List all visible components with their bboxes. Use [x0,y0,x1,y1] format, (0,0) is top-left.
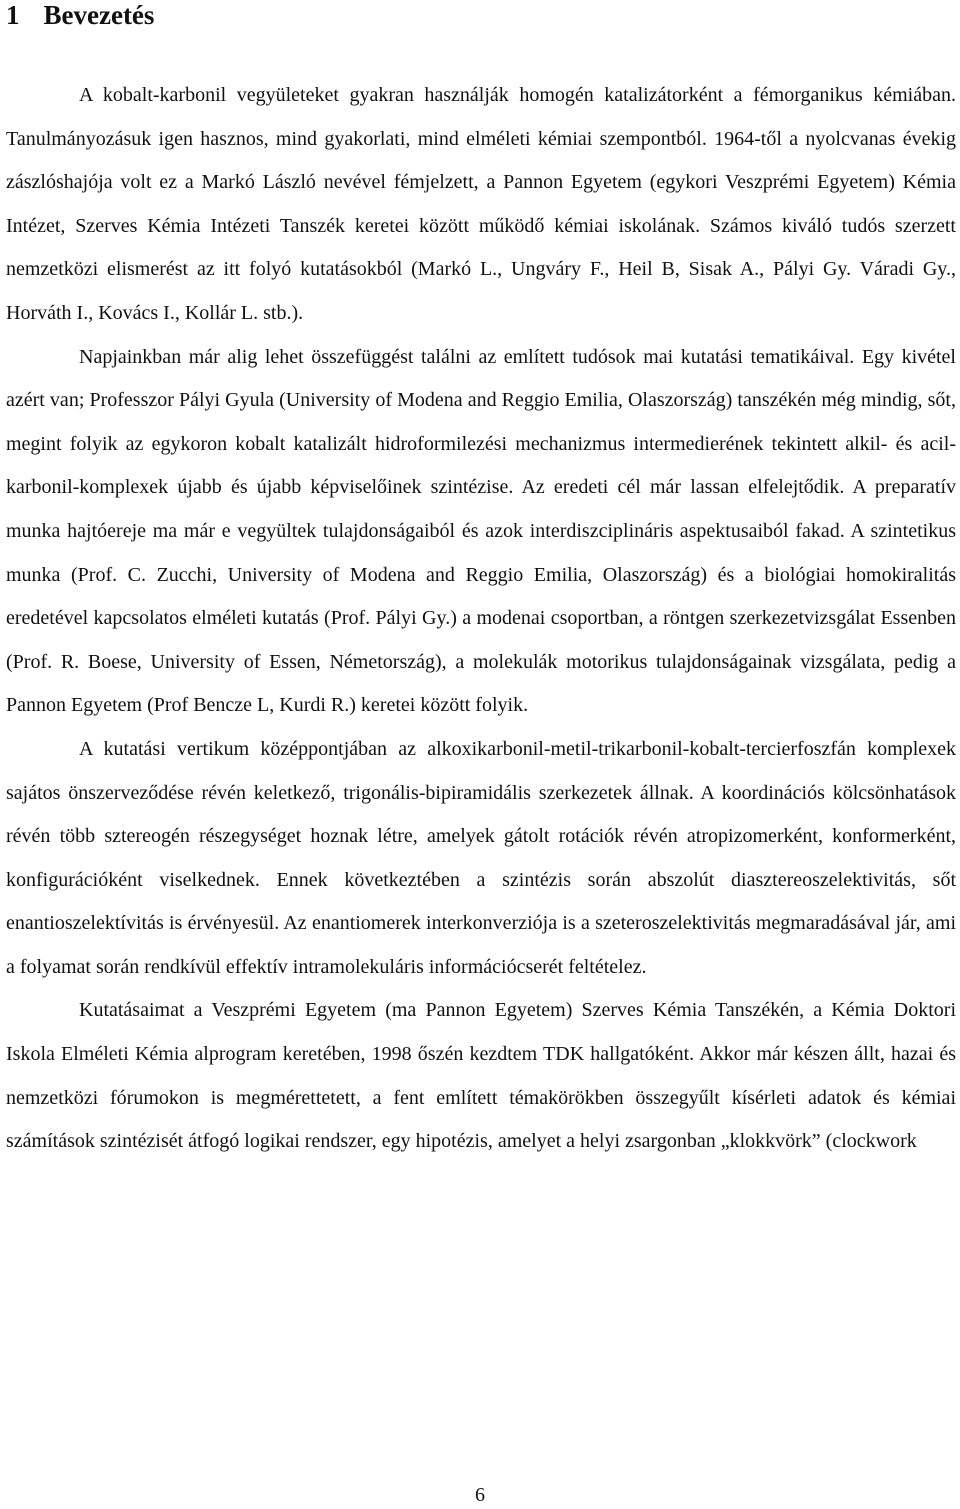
page-number: 6 [475,1484,485,1506]
chapter-heading [6,0,956,34]
paragraph-2: Napjainkban már alig lehet összefüggést találni az említett tudósok mai kutatási tematikáival. Egy kivétel azért van; Professzor Pályi Gyula (University of Modena and Reggio Emilia, Olaszország) tanszékén még mindig, sőt, megint folyik az egykoron kobalt katalizált hidroformilezési mechanizmus intermedierének tekintett alkil- és acil-karbonil-komplexek újabb és újabb képviselőinek szintézise. Az eredeti cél már lassan elfelejtődik. A preparatív munka hajtóereje ma már e vegyültek tulajdonságaiból és azok interdiszciplináris aspektusaiból fakad. A szintetikus munka (Prof. C. Zucchi, University of Modena and Reggio Emilia, Olaszország) és a biológiai homokiralitás eredetével kapcsolatos elméleti kutatás (Prof. Pályi Gy.) a modenai csoportban, a röntgen szerkezetvizsgálat Essenben (Prof. R. Boese, University of Essen, Németország), a molekulák motorikus tulajdonságainak vizsgálata, pedig a Pannon Egyetem (Prof Bencze L, Kurdi R.) keretei között folyik. [6,345,956,717]
paragraph-4: Kutatásaimat a Veszprémi Egyetem (ma Pannon Egyetem) Szerves Kémia Tanszékén, a Kémia Doktori Iskola Elméleti Kémia alprogram keretében, 1998 őszén kezdtem TDK hallgatóként. Akkor már készen állt, hazai és nemzetközi fórumokon is megmérettetett, a fent említett témakörökben összegyűlt kísérleti adatok és kémiai számítások szintézisét átfogó logikai rendszer, egy hipotézis, amelyet a helyi zsargonban „klokkvörk” (clockwork [6,999,956,1153]
chapter-number: 1 [6,0,20,30]
paragraph-1: A kobalt-karbonil vegyületeket gyakran használják homogén katalizátorként a fémorganikus kémiában. Tanulmányozásuk igen hasznos, mind gyakorlati, mind elméleti kémiai szempontból. 1964-től a nyolcvanas évekig zászlóshajója volt ez a Markó László nevével fémjelzett, a Pannon Egyetem (egykori Veszprémi Egyetem) Kémia Intézet, Szerves Kémia Intézeti Tanszék keretei között működő kémiai iskolának. Számos kiváló tudós szerzett nemzetközi elismerést az itt folyó kutatásokból (Markó L., Ungváry F., Heil B, Sisak A., Pályi Gy. Váradi Gy., Horváth I., Kovács I., Kollár L. stb.). [6,84,956,324]
paragraph-3: A kutatási vertikum középpontjában az alkoxikarbonil-metil-trikarbonil-kobalt-tercierfoszfán komplexek sajátos önszerveződése révén keletkező, trigonális-bipiramidális szerkezetek állnak. A koordinációs kölcsönhatások révén több sztereogén részegységet hoznak létre, amelyek gátolt rotációk révén atropizomerként, konformerként, konfigurációként viselkednek. Ennek következtében a szintézis során abszolút diasztereoszelektivitás, sőt enantioszelektívitás is érvényesül. Az enantiomerek interkonverziója is a szeteroszelektivitás megmaradásával jár, ami a folyamat során rendkívül effektív intramolekuláris információcserét feltételez. [6,737,956,978]
document-page [6,0,956,1164]
chapter-title: Bevezetés [43,0,155,30]
